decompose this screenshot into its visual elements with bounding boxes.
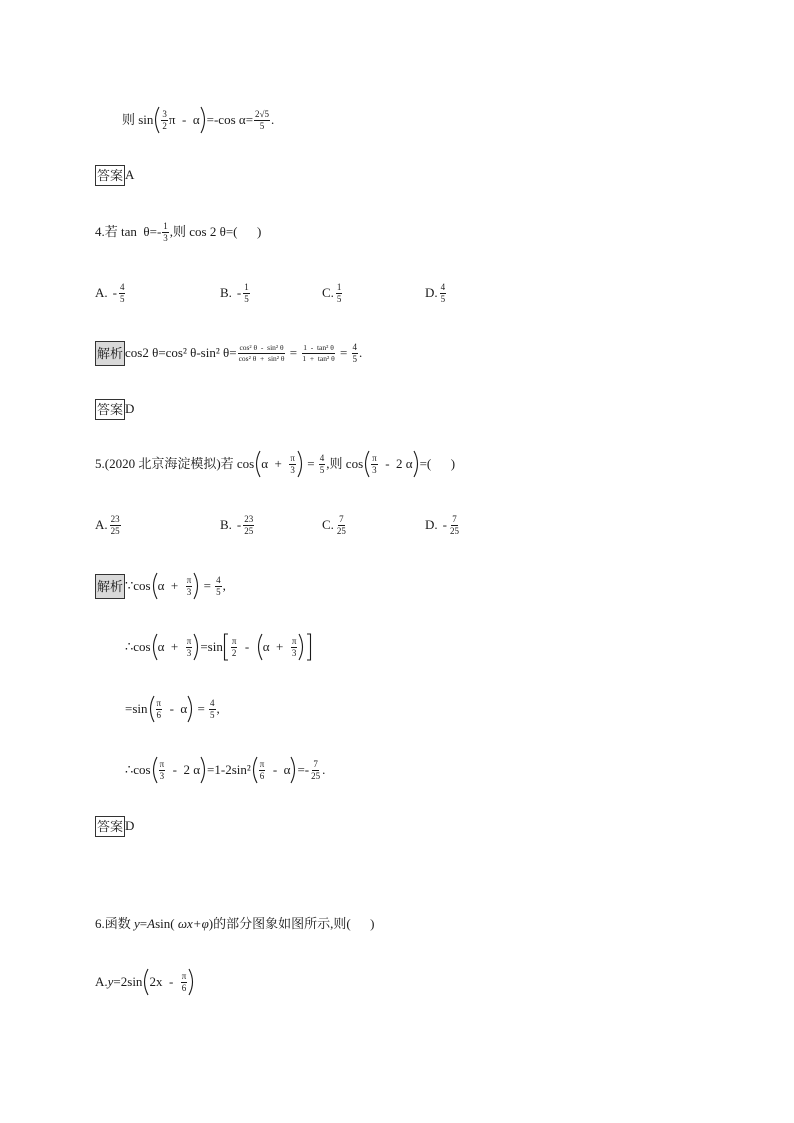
fraction-numerator: π: [181, 970, 187, 981]
option-b: [220, 273, 251, 313]
math-text: - 2 α: [378, 456, 413, 471]
fraction: [156, 698, 163, 721]
fraction-numerator: 4: [216, 574, 221, 585]
fraction-numerator: π: [156, 697, 162, 708]
fraction-denominator: cos² θ + sin² θ: [238, 353, 285, 363]
fraction-numerator: 4: [440, 281, 446, 292]
fraction-denominator: 2: [162, 120, 167, 131]
right-paren: [298, 633, 305, 661]
option-a: [95, 273, 126, 313]
math-text: .: [270, 112, 275, 127]
fraction-numerator: 23: [244, 513, 254, 524]
fraction-numerator: 2√5: [255, 108, 269, 119]
fraction: [352, 342, 359, 365]
fraction-denominator: 1 + tan² θ: [302, 353, 335, 363]
fraction-denominator: 3: [163, 232, 168, 243]
fraction-numerator: 7: [339, 513, 344, 524]
option-label: D.: [425, 285, 438, 300]
math-text: cos2 θ=cos² θ-sin² θ=: [125, 345, 237, 360]
math-text: α +: [262, 639, 290, 654]
option-c: [322, 273, 343, 313]
fraction-numerator: 4: [319, 452, 325, 463]
fraction: [159, 759, 166, 782]
fraction-denominator: 5: [216, 586, 221, 597]
fraction-denominator: 3: [186, 586, 192, 597]
math-text: =-cos α=: [206, 112, 254, 127]
math-text: 2x -: [149, 974, 180, 989]
math-text: =: [200, 578, 215, 593]
fraction: [186, 575, 193, 598]
q4-options: [95, 273, 515, 313]
fraction-denominator: 2: [231, 647, 237, 658]
fraction: [289, 453, 296, 476]
fraction: [371, 453, 378, 476]
option-label: A.: [95, 517, 108, 532]
fraction-numerator: 23: [110, 513, 120, 524]
option-label: C.: [322, 285, 334, 300]
question-text: ,则 cos: [326, 456, 364, 471]
fraction: [336, 282, 343, 305]
option-b: [220, 505, 255, 545]
math-text: sin(: [155, 916, 178, 931]
fraction-denominator: 5: [244, 293, 249, 304]
fraction-numerator: 4: [352, 341, 358, 352]
fraction: [254, 109, 270, 132]
left-paren: [142, 968, 149, 996]
question-text: ,则 cos 2 θ=( ): [169, 224, 262, 239]
analysis-tag: 解析: [95, 574, 125, 599]
math-text: - α: [163, 701, 188, 716]
q6-option-a: [95, 962, 195, 1002]
fraction-denominator: 6: [181, 982, 187, 993]
minus-sign: -: [112, 285, 117, 300]
fraction: [336, 514, 347, 537]
fraction: [319, 453, 326, 476]
math-text: - 2 α: [166, 762, 201, 777]
q6-stem: [95, 904, 375, 944]
minus-sign: -: [236, 517, 242, 532]
fraction-denominator: 5: [210, 709, 215, 720]
q5-analysis-line-4: [125, 750, 325, 790]
q5-stem: [95, 444, 455, 484]
fraction-denominator: 25: [244, 525, 254, 536]
left-bracket: [223, 633, 230, 661]
fraction-denominator: 3: [290, 464, 295, 475]
math-text: =sin: [200, 639, 223, 654]
fraction-denominator: 5: [352, 353, 358, 364]
math-text: α +: [157, 639, 185, 654]
math-text: ∵cos: [125, 578, 151, 593]
fraction-denominator: 25: [336, 525, 346, 536]
math-variable: y: [134, 916, 140, 931]
fraction-numerator: π: [159, 758, 165, 769]
answer-value: A: [125, 167, 135, 182]
fraction-denominator: 5: [440, 293, 446, 304]
math-text: α +: [157, 578, 185, 593]
left-paren: [363, 450, 370, 478]
math-text: ,: [216, 701, 220, 716]
fraction-numerator: 1: [163, 220, 168, 231]
right-paren: [290, 756, 297, 784]
math-text: α +: [261, 456, 289, 471]
fraction-denominator: 5: [319, 464, 325, 475]
question-text: )的部分图象如图所示,则( ): [208, 916, 375, 931]
q4-stem: [95, 212, 261, 252]
option-c: [322, 505, 348, 545]
fraction: [162, 221, 169, 244]
left-paren: [251, 756, 258, 784]
fraction-numerator: 4: [210, 697, 215, 708]
left-paren: [151, 572, 158, 600]
math-variable: A: [147, 916, 156, 931]
fraction: [209, 698, 216, 721]
q4-answer: [95, 389, 134, 429]
option-label: D.: [425, 517, 438, 532]
left-paren: [254, 450, 261, 478]
q5-analysis-line-2: [125, 627, 312, 667]
fraction-denominator: 3: [372, 464, 377, 475]
left-paren: [151, 756, 158, 784]
fraction-denominator: 6: [156, 709, 162, 720]
fraction-numerator: π: [259, 758, 265, 769]
minus-sign: -: [236, 285, 242, 300]
fraction-denominator: 5: [336, 293, 342, 304]
answer-value: D: [125, 818, 135, 833]
fraction-numerator: 7: [313, 758, 318, 769]
left-paren: [256, 633, 263, 661]
math-text: ∴cos: [125, 639, 151, 654]
math-variable: ωx+φ: [177, 916, 209, 931]
option-d: [425, 505, 461, 545]
math-variable: y: [107, 974, 114, 989]
fraction-denominator: 5: [259, 120, 265, 131]
fraction-numerator: 1: [336, 281, 342, 292]
math-text: =: [286, 345, 301, 360]
fraction-denominator: 25: [449, 525, 459, 536]
math-text: =: [303, 456, 318, 471]
math-text: .: [322, 762, 326, 777]
fraction-denominator: 3: [159, 770, 165, 781]
fraction-denominator: 5: [119, 293, 125, 304]
answer-value: D: [125, 401, 135, 416]
fraction: [186, 636, 193, 659]
fraction: [110, 514, 121, 537]
fraction: [449, 514, 460, 537]
left-paren: [153, 106, 160, 134]
fraction: [231, 636, 238, 659]
fraction-numerator: cos² θ - sin² θ: [239, 343, 284, 352]
fraction: [243, 282, 250, 305]
fraction-numerator: π: [186, 574, 192, 585]
fraction: [238, 343, 286, 363]
left-paren: [151, 633, 158, 661]
fraction-denominator: 3: [186, 647, 192, 658]
right-paren: [193, 633, 200, 661]
q5-options: [95, 505, 515, 545]
question-text: 5.(2020 北京海淀模拟)若 cos: [95, 456, 255, 471]
fraction: [181, 971, 188, 994]
option-label: B.: [220, 285, 232, 300]
option-a: [95, 505, 122, 545]
math-text: =-: [297, 762, 310, 777]
right-paren: [188, 968, 195, 996]
math-text: 则 sin: [122, 112, 154, 127]
option-label: C.: [322, 517, 334, 532]
right-paren: [200, 756, 207, 784]
minus-sign: -: [442, 517, 447, 532]
q5-analysis-line-3: [125, 689, 220, 729]
fraction-numerator: π: [372, 452, 377, 463]
fraction: [301, 343, 335, 363]
math-text: =: [139, 916, 148, 931]
fraction-numerator: 4: [119, 281, 125, 292]
right-bracket: [305, 633, 312, 661]
fraction: [243, 514, 254, 537]
fraction-numerator: π: [231, 635, 237, 646]
fraction: [440, 282, 447, 305]
math-text: ∴cos: [125, 762, 151, 777]
math-text: ,: [222, 578, 226, 593]
fraction: [215, 575, 222, 598]
fraction: [310, 759, 321, 782]
fraction-numerator: 1: [244, 281, 249, 292]
math-text: =: [194, 701, 209, 716]
fraction-numerator: 7: [452, 513, 457, 524]
option-label: A.: [95, 285, 108, 300]
fraction-numerator: π: [291, 635, 297, 646]
math-text: =2sin: [113, 974, 143, 989]
answer-tag: 答案: [95, 816, 125, 837]
fraction-denominator: 25: [311, 770, 321, 781]
q5-analysis-line-1: [95, 566, 226, 606]
option-label: B.: [220, 517, 232, 532]
math-text: .: [359, 345, 363, 360]
fraction-denominator: 3: [291, 647, 297, 658]
q4-analysis: [95, 333, 362, 373]
fraction-denominator: 25: [110, 525, 120, 536]
analysis-tag: 解析: [95, 341, 125, 366]
question-text: =( ): [419, 456, 456, 471]
math-text: =1-2sin²: [207, 762, 251, 777]
fraction-numerator: π: [290, 452, 295, 463]
right-paren: [297, 450, 304, 478]
option-d: [425, 273, 447, 313]
answer-tag: 答案: [95, 165, 125, 186]
math-text: π - α: [168, 112, 200, 127]
q3-solution-line: [122, 100, 274, 140]
math-text: =sin: [125, 701, 148, 716]
question-text: 4.若 tan θ=-: [95, 224, 162, 239]
fraction-numerator: 3: [162, 108, 167, 119]
right-paren: [187, 695, 194, 723]
math-text: - α: [266, 762, 291, 777]
fraction-numerator: 1 - tan² θ: [303, 343, 334, 352]
left-paren: [148, 695, 155, 723]
fraction-denominator: 6: [259, 770, 265, 781]
q3-answer: [95, 155, 134, 195]
right-paren: [200, 106, 207, 134]
fraction: [161, 109, 168, 132]
option-label: A.: [95, 974, 108, 989]
fraction: [259, 759, 266, 782]
right-paren: [413, 450, 420, 478]
right-paren: [193, 572, 200, 600]
fraction: [291, 636, 298, 659]
q5-answer: [95, 806, 134, 846]
question-text: 6.函数: [95, 916, 135, 931]
math-text: -: [238, 639, 256, 654]
fraction-numerator: π: [186, 635, 192, 646]
fraction: [119, 282, 126, 305]
math-text: =: [336, 345, 351, 360]
answer-tag: 答案: [95, 399, 125, 420]
